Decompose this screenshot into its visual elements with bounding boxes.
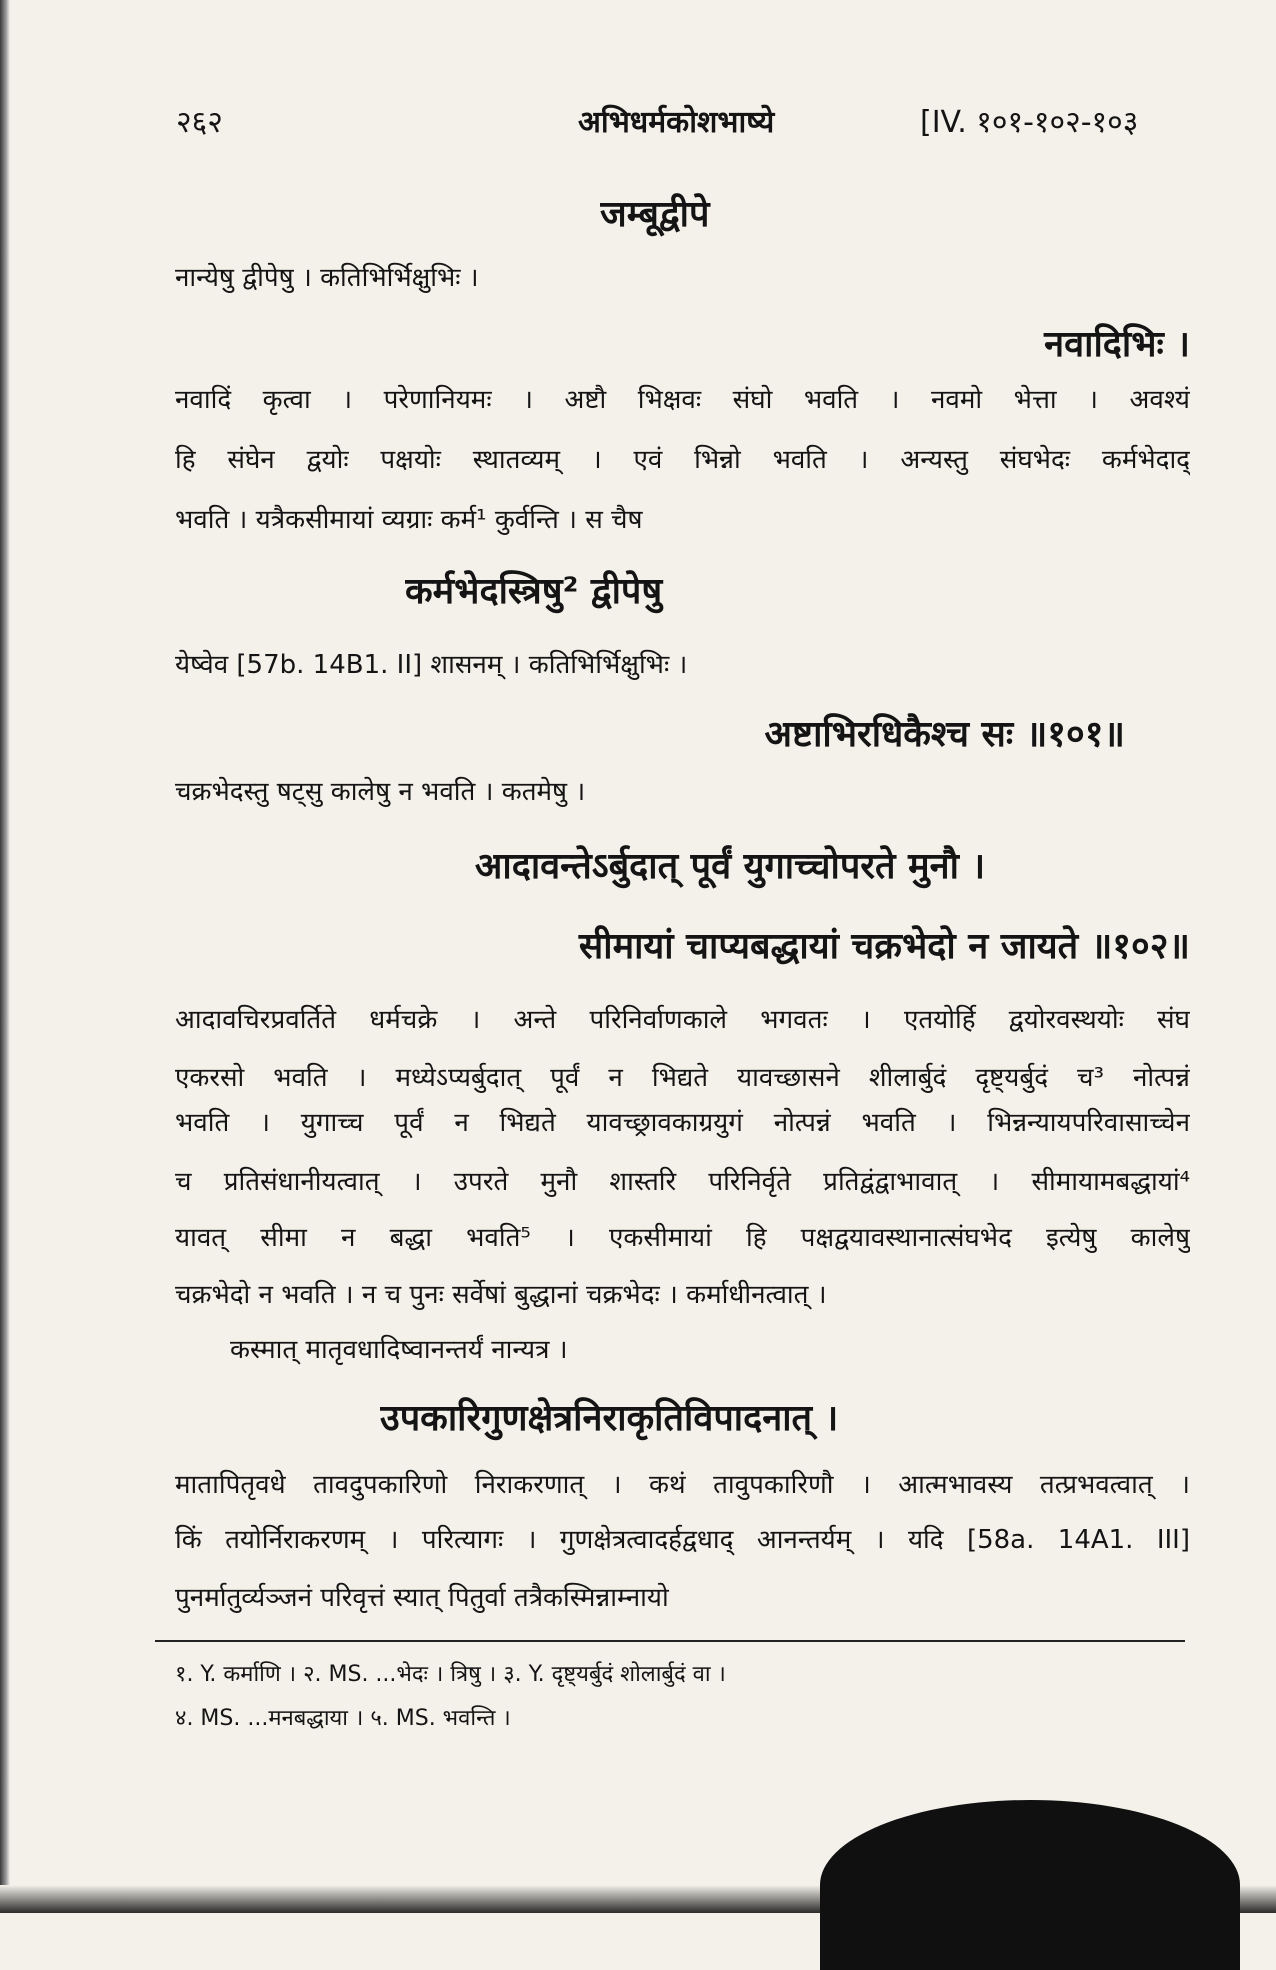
text-line: चक्रभेदस्तु षट्सु कालेषु न भवति । कतमेषु । (175, 777, 586, 807)
text-line: चक्रभेदो न भवति । न च पुनः सर्वेषां बुद्धानां चक्रभेदः । कर्माधीनत्वात् । (175, 1280, 827, 1310)
text-line: भवति । यत्रैकसीमायां व्यग्राः कर्म¹ कुर्वन्ति । स चैष (175, 505, 643, 535)
text-line: भवति । युगाच्च पूर्वं न भिद्यते यावच्छ्रावकाग्रयुगं नोत्पन्नं भवति । भिन्नन्यायपरिवासाच्चेन (175, 1108, 1190, 1138)
text-line: एकरसो भवति । मध्येऽप्यर्बुदात् पूर्वं न भिद्यते यावच्छासने शीलार्बुदं दृष्ट्यर्बुदं च³ नोत्पन्नं (175, 1063, 1190, 1093)
text-line: आदावचिरप्रवर्तिते धर्मचक्रे । अन्ते परिनिर्वाणकाले भगवतः । एतयोर्हि द्वयोरवस्थयोः संघ (175, 1005, 1190, 1035)
verse-102-line-2: सीमायां चाप्यबद्धायां चक्रभेदो न जायते ॥१०२॥ (578, 926, 1190, 967)
text-line: यावत् सीमा न बद्धा भवति⁵ । एकसीमायां हि पक्षद्वयावस्थानात्संघभेद इत्येषु कालेषु (175, 1223, 1190, 1253)
verse-102-line-1: आदावन्तेऽर्बुदात् पूर्वं युगाच्चोपरते मुनौ । (474, 846, 986, 887)
footnote-line: १. Y. कर्माणि । २. MS. ...भेदः । त्रिषु । ३. Y. दृष्ट्यर्बुदं शोलार्बुदं वा । (175, 1662, 726, 1687)
text-line: नान्येषु द्वीपेषु । कतिभिर्भिक्षुभिः । (175, 263, 479, 293)
verse-101: अष्टाभिरधिकैश्च सः ॥१०१॥ (764, 714, 1125, 755)
verse-heading-jambudvipe: जम्बूद्वीपे (600, 194, 710, 235)
text-line: कस्मात् मातृवधादिष्वानन्तर्यं नान्यत्र । (230, 1335, 568, 1365)
text-line: नवादिं कृत्वा । परेणानियमः । अष्टौ भिक्षवः संघो भवति । नवमो भेत्ता । अवश्यं (175, 385, 1190, 415)
verse-navadibhih: नवादिभिः । (1044, 324, 1190, 365)
text-line: मातापितृवधे तावदुपकारिणो निराकरणात् । कथं तावुपकारिणौ । आत्मभावस्य तत्प्रभवत्वात् । (175, 1470, 1190, 1500)
text-line: च प्रतिसंधानीयत्वात् । उपरते मुनौ शास्तरि परिनिर्वृते प्रतिद्वंद्वाभावात् । सीमायामबद्धायां⁴ (175, 1167, 1190, 1197)
text-line: हि संघेन द्वयोः पक्षयोः स्थातव्यम् । एवं भिन्नो भवति । अन्यस्तु संघभेदः कर्मभेदाद् (175, 445, 1190, 475)
text-line: येष्वेव [57b. 14B1. II] शासनम् । कतिभिर्भिक्षुभिः । (175, 650, 688, 680)
text-line: किं तयोर्निराकरणम् । परित्यागः । गुणक्षेत्रत्वादर्हद्वधाद् आनन्तर्यम् । यदि [58a. 14A1. III] (175, 1525, 1190, 1555)
verse-103: उपकारिगुणक्षेत्रनिराकृतिविपादनात् । (380, 1398, 839, 1439)
text-line: पुनर्मातुर्व्यञ्जनं परिवृत्तं स्यात् पितुर्वा तत्रैकस्मिन्नाम्नायो (175, 1583, 669, 1613)
footnote-line: ४. MS. ...मनबद्धाया । ५. MS. भवन्ति । (175, 1706, 511, 1731)
page-number: २६२ (176, 105, 223, 140)
verse-karmabheda: कर्मभेदस्त्रिषु² द्वीपेषु (405, 571, 663, 612)
section-reference: [IV. १०१-१०२-१०३ (920, 105, 1139, 140)
footnote-rule (155, 1640, 1185, 1642)
running-title: अभिधर्मकोशभाष्ये (578, 105, 775, 140)
ink-blot (820, 1800, 1240, 1970)
